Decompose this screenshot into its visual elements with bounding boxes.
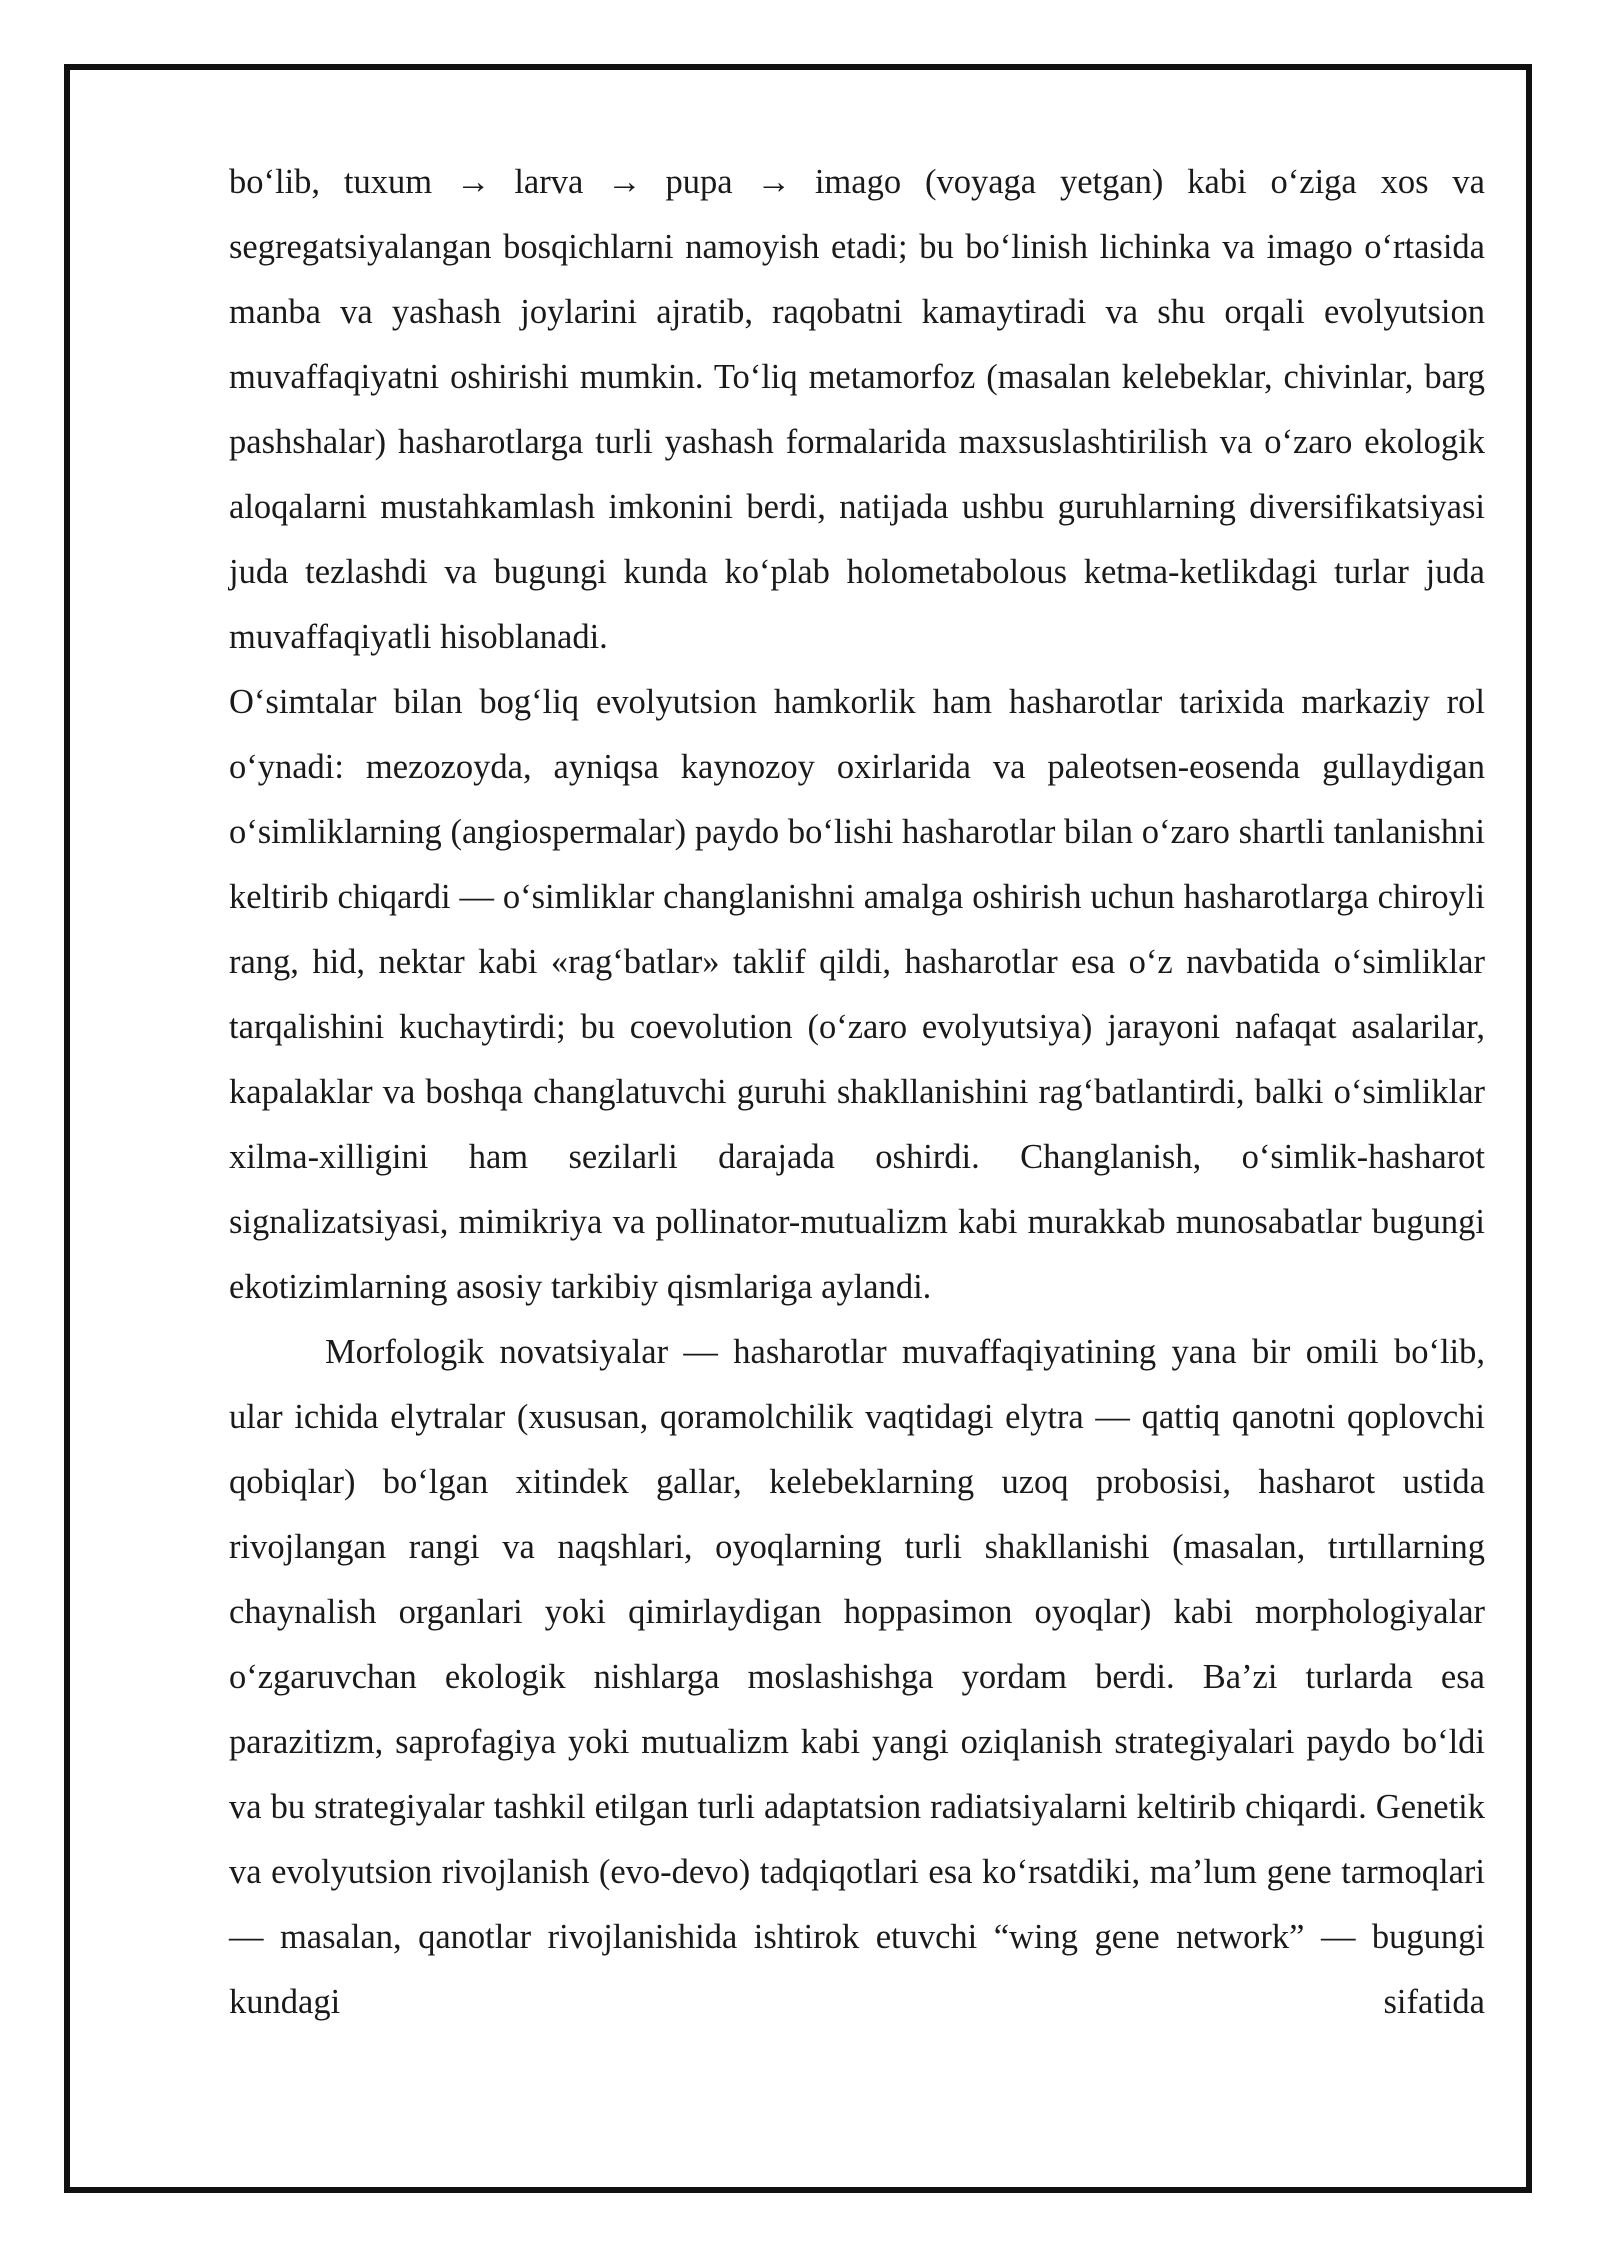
- paragraph-metamorphosis: bo‘lib, tuxum → larva → pupa → imago (voyaga yetgan) kabi o‘ziga xos va segregatsiyalangan bosqichlarni namoyish etadi; bu bo‘linish lichinka va imago o‘rtasida manba va yashash joylarini ajratib, raqobatni kamaytiradi va shu orqali evolyutsion muvaffaqiyatni oshirishi mumkin. To‘liq metamorfoz (masalan kelebeklar, chivinlar, barg pashshalar) hasharotlarga turli yashash formalarida maxsuslashtirilish va o‘zaro ekologik aloqalarni mustahkamlash imkonini berdi, natijada ushbu guruhlarning diversifikatsiyasi juda tezlashdi va bugungi kunda ko‘plab holometabolous ketma-ketlikdagi turlar juda muvaffaqiyatli hisoblanadi.: [229, 163, 1485, 656]
- document-body: [229, 150, 1485, 2035]
- paragraph-coevolution: O‘simtalar bilan bog‘liq evolyutsion hamkorlik ham hasharotlar tarixida markaziy rol o‘ynadi: mezozoyda, ayniqsa kaynozoy oxirlarida va paleotsen-eosenda gullaydigan o‘simliklarning (angiospermalar) paydo bo‘lishi hasharotlar bilan o‘zaro shartli tanlanishni keltirib chiqardi — o‘simliklar changlanishni amalga oshirish uchun hasharotlarga chiroyli rang, hid, nektar kabi «rag‘batlar» taklif qildi, hasharotlar esa o‘z navbatida o‘simliklar tarqalishini kuchaytirdi; bu coevolution (o‘zaro evolyutsiya) jarayoni nafaqat asalarilar, kapalaklar va boshqa changlatuvchi guruhi shakllanishini rag‘batlantirdi, balki o‘simliklar xilma-xilligini ham sezilarli darajada oshirdi. Changlanish, o‘simlik-hasharot signalizatsiyasi, mimikriya va pollinator-mutualizm kabi murakkab munosabatlar bugungi ekotizimlarning asosiy tarkibiy qismlariga aylandi.: [229, 683, 1485, 1306]
- paragraph-morphology: Morfologik novatsiyalar — hasharotlar muvaffaqiyatining yana bir omili bo‘lib, ular ichida elytralar (xususan, qoramolchilik vaqtidagi elytra — qattiq qanotni qoplovchi qobiqlar) bo‘lgan xitindek gallar, kelebeklarning uzoq probosisi, hasharot ustida rivojlangan rangi va naqshlari, oyoqlarning turli shakllanishi (masalan, tırtıllarning chaynalish organlari yoki qimirlaydigan hoppasimon oyoqlar) kabi morphologiyalar o‘zgaruvchan ekologik nishlarga moslashishga yordam berdi. Ba’zi turlarda esa parazitizm, saprofagiya yoki mutualizm kabi yangi oziqlanish strategiyalari paydo bo‘ldi va bu strategiyalar tashkil etilgan turli adaptatsion radiatsiyalarni keltirib chiqardi. Genetik va evolyutsion rivojlanish (evo-devo) tadqiqotlari esa ko‘rsatdiki, ma’lum gene tarmoqlari — masalan, qanotlar rivojlanishida ishtirok etuvchi “wing gene network” — bugungi kundagi sifatida: [229, 1333, 1485, 2021]
